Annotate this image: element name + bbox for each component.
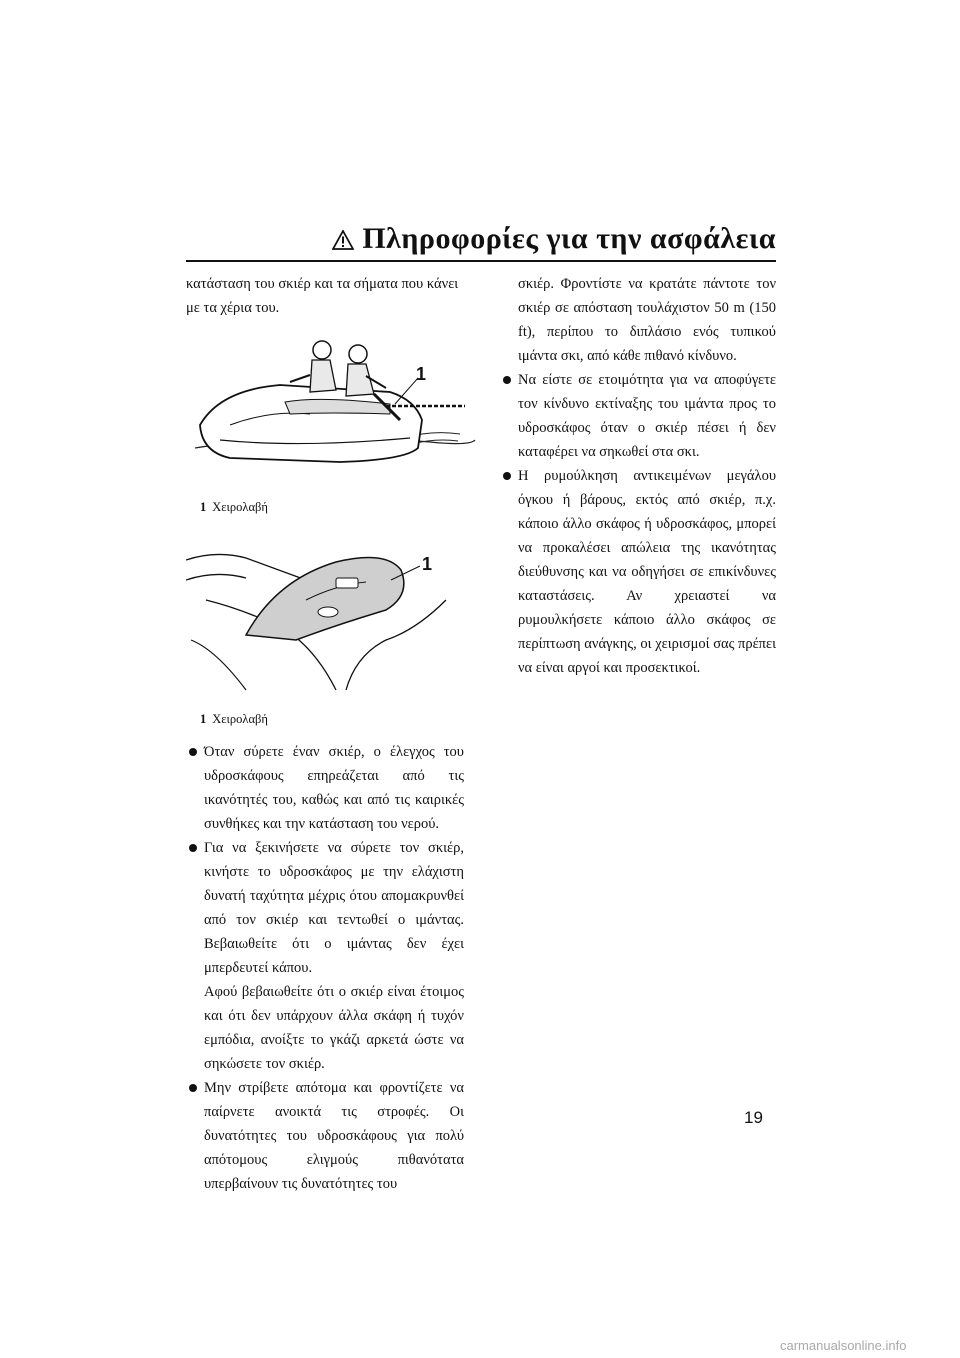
figure-caption xyxy=(200,712,268,727)
figure-grab-handle xyxy=(186,540,456,700)
list-item: Για να ξεκινήσετε να σύρετε τον σκιέρ, κινήστε το υδροσκάφος με την ελάχιστη δυνατή ταχύτητα μέχρις ότου απομακρυνθεί από τον σκιέρ και τεντωθεί ο ιμάντας. Βεβαιωθείτε ότι ο ιμάντας δεν έχει μπερδευτεί κάπου. xyxy=(186,836,464,980)
page-title: Πληροφορίες για την ασφάλεια xyxy=(362,222,776,255)
seat-grab-handle-illustration xyxy=(186,540,456,695)
right-column xyxy=(500,272,776,680)
list-item: Να είστε σε ετοιμότητα για να αποφύγετε τον κίνδυνο εκτίναξης του ιμάντα προς το υδροσκάφος όταν ο σκιέρ πέσει ή δεν καταφέρει να σηκωθεί στα σκι. xyxy=(500,368,776,464)
list-item: Όταν σύρετε έναν σκιέρ, ο έλεγχος του υδροσκάφους επηρεάζεται από τις ικανότητές του, καθώς και από τις καιρικές συνθήκες και την κατάσταση του νερού. xyxy=(186,740,464,836)
watercraft-with-passengers-illustration xyxy=(190,330,480,480)
list-item: Μην στρίβετε απότομα και φροντίζετε να παίρνετε ανοικτά τις στροφές. Οι δυνατότητες του υδροσκάφους για πολύ απότομους ελιγμούς πιθανότατα υπερβαίνουν τις δυνατότητες του xyxy=(186,1076,464,1196)
watermark: carmanualsonline.info xyxy=(780,1338,907,1353)
left-column xyxy=(186,740,464,1196)
list-item: Η ρυμούλκηση αντικειμένων μεγάλου όγκου ή βάρους, εκτός από σκιέρ, π.χ. κάποιο άλλο σκάφος ή υδροσκάφος, μπορεί να προκαλέσει απώλεια της ικανότητας διεύθυνσης και να οδηγήσει σε επικίνδυνες καταστάσεις. Αν χρειαστεί να ρυμουλκήσετε κάποιο άλλο σκάφος σε περίπτωση ανάγκης, οι χειρισμοί σας πρέπει να είναι αργοί και προσεκτικοί. xyxy=(500,464,776,680)
page-header xyxy=(186,222,776,262)
caption-number: 1 xyxy=(200,500,207,514)
continuation-paragraph: Αφού βεβαιωθείτε ότι ο σκιέρ είναι έτοιμος και ότι δεν υπάρχουν άλλα σκάφη ή τυχόν εμπόδια, ανοίξτε το γκάζι αρκετά ώστε να σηκώσετε τον σκιέρ. xyxy=(204,984,464,1072)
figure-watercraft xyxy=(190,330,480,485)
page-number: 19 xyxy=(744,1108,763,1127)
figure-callout: 1 xyxy=(416,364,427,384)
intro-paragraph: κατάσταση του σκιέρ και τα σήματα που κάνει με τα χέρια του. xyxy=(186,276,459,316)
warning-triangle-icon xyxy=(332,230,354,250)
caption-text: Χειρολαβή xyxy=(212,500,268,514)
continuation-paragraph: σκιέρ. Φροντίστε να κρατάτε πάντοτε τον σκιέρ σε απόσταση τουλάχιστον 50 m (150 ft), περίπου το διπλάσιο ενός τυπικού ιμάντα σκι, από κάθε πιθανό κίνδυνο. xyxy=(518,276,776,364)
figure-caption xyxy=(200,500,268,515)
figure-callout: 1 xyxy=(422,554,433,574)
caption-number: 1 xyxy=(200,712,207,726)
caption-text: Χειρολαβή xyxy=(212,712,268,726)
